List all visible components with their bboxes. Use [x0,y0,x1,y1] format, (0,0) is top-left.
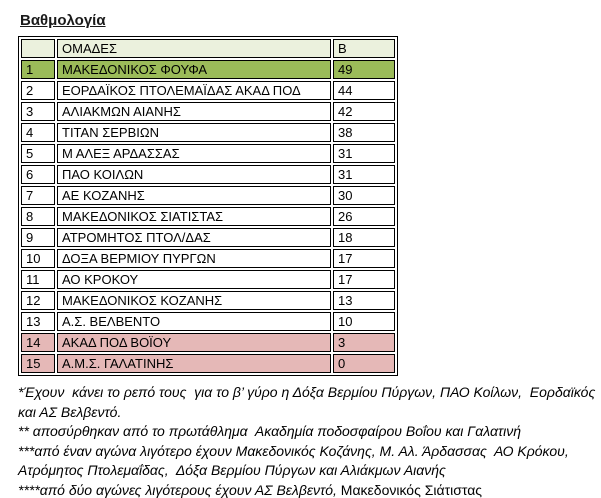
team-cell: ΑΟ ΚΡΟΚΟΥ [57,270,331,289]
page-title: Βαθμολογία [20,12,106,29]
team-cell: ΠΑΟ ΚΟΙΛΩΝ [57,165,331,184]
team-cell: Α.Μ.Σ. ΓΑΛΑΤΙΝΗΣ [57,354,331,373]
points-cell: 13 [333,291,395,310]
table-row [21,249,395,268]
points-cell: 49 [333,60,395,79]
table-row [21,291,395,310]
team-cell: ΜΑΚΕΔΟΝΙΚΟΣ ΦΟΥΦΑ [57,60,331,79]
footnote-regular-text: Μακεδονικός Σιάτιστας [340,481,483,498]
rank-cell: 14 [21,333,55,352]
points-cell: 38 [333,123,395,142]
rank-cell: 3 [21,102,55,121]
team-cell: ΑΛΙΑΚΜΩΝ ΑΙΑΝΗΣ [57,102,331,121]
table-row [21,123,395,142]
points-cell: 10 [333,312,395,331]
team-cell: ΑΚΑΔ ΠΟΔ ΒΟΪΟΥ [57,333,331,352]
team-cell: ΤΙΤΑΝ ΣΕΡΒΙΩΝ [57,123,331,142]
team-cell: ΑΕ ΚΟΖΑΝΗΣ [57,186,331,205]
footnote [18,422,596,442]
points-cell: 17 [333,270,395,289]
table-row [21,270,395,289]
table-row [21,333,395,352]
rank-cell: 7 [21,186,55,205]
rank-cell: 5 [21,144,55,163]
points-cell: 26 [333,207,395,226]
rank-cell: 2 [21,81,55,100]
rank-cell: 8 [21,207,55,226]
footnote-italic-text: ***από έναν αγώνα λιγότερο έχουν Μακεδονικός Κοζάνης, Μ. Αλ. Άρδασσας ΑΟ Κρόκου, Ατρόμητος Πτολεμαΐδας, Δόξα Βερμίου Πύργων και Αλιάκμων Αιανής [18,442,573,478]
points-cell: 30 [333,186,395,205]
points-cell: 18 [333,228,395,247]
standings-table [18,36,398,376]
team-cell: ΑΤΡΟΜΗΤΟΣ ΠΤΟΛ/ΔΑΣ [57,228,331,247]
table-row [21,312,395,331]
table-row [21,186,395,205]
table-row [21,207,395,226]
rank-cell: 6 [21,165,55,184]
team-cell: ΔΟΞΑ ΒΕΡΜΙΟΥ ΠΥΡΓΩΝ [57,249,331,268]
footnote-italic-text: ****από δύο αγώνες λιγότερους έχουν ΑΣ Βελβεντό, [18,481,341,498]
footnote-italic-text: ** αποσύρθηκαν από το πρωτάθλημα Ακαδημία ποδοσφαίρου Βοΐου και Γαλατινή [18,423,522,439]
table-row [21,228,395,247]
table-header-row [21,39,395,58]
rank-cell: 4 [21,123,55,142]
points-cell: 3 [333,333,395,352]
rank-cell: 12 [21,291,55,310]
points-cell: 17 [333,249,395,268]
team-cell: ΕΟΡΔΑΪΚΟΣ ΠΤΟΛΕΜΑΪΔΑΣ ΑΚΑΔ ΠΟΔ [57,81,331,100]
table-row [21,354,395,373]
table-row [21,144,395,163]
points-cell: 44 [333,81,395,100]
team-cell: Α.Σ. ΒΕΛΒΕΝΤΟ [57,312,331,331]
team-cell: ΜΑΚΕΔΟΝΙΚΟΣ ΣΙΑΤΙΣΤΑΣ [57,207,331,226]
rank-cell: 9 [21,228,55,247]
team-cell: ΜΑΚΕΔΟΝΙΚΟΣ ΚΟΖΑΝΗΣ [57,291,331,310]
points-cell: 42 [333,102,395,121]
footnotes [18,383,600,498]
rank-cell: 1 [21,60,55,79]
team-cell: Μ ΑΛΕΞ ΑΡΔΑΣΣΑΣ [57,144,331,163]
rank-cell: 10 [21,249,55,268]
points-cell: 31 [333,165,395,184]
footnote-italic-text: *Έχουν κάνει το ρεπό τους για το β’ γύρο η Δόξα Βερμίου Πύργων, ΠΑΟ Κοίλων, Εορδαϊκός και ΑΣ Βελβεντό. [18,384,600,420]
teams-column-header: ΟΜΑΔΕΣ [57,39,331,58]
footnote [18,442,596,481]
table-row [21,102,395,121]
points-cell: 31 [333,144,395,163]
table-row [21,81,395,100]
footnote [18,383,600,422]
rank-column-header [21,39,55,58]
points-cell: 0 [333,354,395,373]
table-row [21,60,395,79]
table-row [21,165,395,184]
rank-cell: 11 [21,270,55,289]
rank-cell: 15 [21,354,55,373]
points-column-header: Β [333,39,395,58]
footnote [18,481,596,498]
rank-cell: 13 [21,312,55,331]
